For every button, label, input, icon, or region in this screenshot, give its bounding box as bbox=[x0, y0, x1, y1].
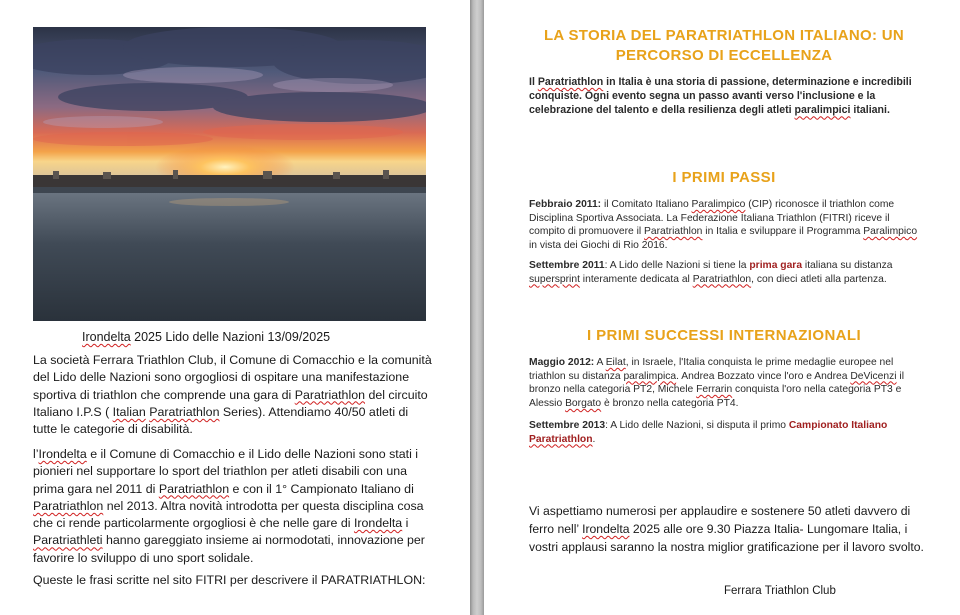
p1-text: Series). Attendiamo 40/50 atleti di tutte le categorie di disabilità. bbox=[33, 404, 409, 437]
p2-text: e il Comune di Comacchio e il Lido delle Nazioni sono stati i pionieri nel supportare lo sport del triathlon per atleti disabili con una prima gara nel 2011 di bbox=[33, 447, 419, 496]
entry-text: (CIP) riconosce il triathlon come Disciplina Sportiva Associata. La Federazione Italiana Triathlon (FITRI) riceve il compito di promuovere il bbox=[529, 199, 895, 238]
entry-sep-2013 bbox=[529, 419, 919, 446]
entry-text: in Italia e sviluppare il Programma bbox=[702, 226, 864, 238]
p1-word: Italian bbox=[112, 404, 146, 419]
entry-highlight: prima gara bbox=[749, 260, 803, 271]
entry-text: A bbox=[594, 357, 606, 368]
entry-word: paralimpica bbox=[623, 370, 677, 382]
closing-paragraph bbox=[529, 503, 924, 556]
intro-text: italiani. bbox=[850, 104, 890, 117]
paragraph-history bbox=[33, 446, 433, 567]
sunset-sea-photo bbox=[33, 27, 426, 321]
entry-text: , in Israele, l'Italia conquista le prime medaglie europee nel triathlon su distanza bbox=[529, 357, 894, 382]
caption-text: 2025 Lido delle Nazioni 13/09/2025 bbox=[130, 330, 331, 344]
entry-word: Paratriathlon bbox=[692, 273, 752, 285]
p2-word: Paratriathlon bbox=[158, 481, 230, 496]
p2-text: i bbox=[402, 516, 409, 531]
story-intro bbox=[529, 75, 914, 118]
p2-word: Irondelta bbox=[353, 516, 403, 531]
entry-word: DeVicenzi bbox=[850, 370, 897, 382]
entry-text: . bbox=[592, 433, 596, 445]
p2-text: nel 2013. Altra novità introdotta per questa disciplina cosa che ci rende particolarmente orgogliosi è che nelle gare di bbox=[33, 498, 424, 531]
p1-word: Paratriathlon bbox=[294, 387, 365, 402]
intro-text: in Italia è una storia di passione, determinazione e incredibili conquiste. Ogni evento segna un passo avanti verso l'inclusione e la celebrazione del talento e della resilienza degli atleti bbox=[529, 76, 912, 117]
p2-text: hanno gareggiato insieme ai normodotati, innovazione per favorire lo sviluppo di uno sport solidale. bbox=[33, 533, 425, 565]
entry-text: conquista l'oro nella categoria PT3 e Alessio bbox=[529, 384, 902, 409]
closing-word: Irondelta bbox=[582, 521, 630, 536]
p2-word: Paratriathleti bbox=[33, 533, 103, 548]
signature: Ferrara Triathlon Club bbox=[724, 585, 836, 597]
entry-text: interamente dedicata al bbox=[579, 273, 693, 285]
entry-text: : A Lido delle Nazioni si tiene la bbox=[604, 260, 750, 271]
heading-primi-successi: I PRIMI SUCCESSI INTERNAZIONALI bbox=[586, 327, 862, 344]
entry-word: Borgato bbox=[565, 397, 602, 409]
entry-text: in vista dei Giochi di Rio 2016. bbox=[529, 239, 668, 251]
p2-word: Paratriathlon bbox=[33, 498, 104, 513]
caption-irondelta: Irondelta bbox=[82, 330, 131, 344]
right-page bbox=[484, 0, 960, 615]
entry-date: Settembre 2011 bbox=[529, 260, 605, 271]
heading-primi-passi: I PRIMI PASSI bbox=[672, 169, 776, 186]
intro-word: Paratriathlon bbox=[537, 76, 604, 88]
entry-text: il Comitato Italiano bbox=[601, 199, 692, 210]
left-page bbox=[0, 0, 470, 615]
entry-highlight: Paratriathlon bbox=[529, 433, 593, 445]
p2-text: e con il 1° Campionato Italiano di bbox=[229, 481, 414, 496]
paragraph-intro bbox=[33, 352, 433, 438]
entry-text: italiana su distanza bbox=[802, 260, 893, 271]
entry-word: Ferrarin bbox=[696, 384, 733, 396]
page-gutter bbox=[470, 0, 484, 615]
paragraph-fitri[interactable]: Queste le frasi scritte nel sito FITRI per descrivere il PARATRIATHLON: bbox=[33, 573, 426, 587]
entry-word: Paratriathlon bbox=[644, 226, 703, 238]
story-title: LA STORIA DEL PARATRIATHLON ITALIANO: UN PERCORSO DI ECCELLENZA bbox=[543, 27, 905, 64]
entry-date: Febbraio 2011: bbox=[529, 199, 602, 210]
p1-word: Paratriathlon bbox=[149, 404, 220, 419]
entry-word: supersprint bbox=[529, 273, 580, 285]
entry-may-2012 bbox=[529, 356, 919, 410]
entry-date: Settembre 2013 bbox=[529, 420, 606, 431]
entry-feb-2011 bbox=[529, 198, 919, 252]
p2-word: Irondelta bbox=[38, 447, 87, 461]
p1-text: del circuito Italiano I.P.S ( bbox=[33, 387, 428, 419]
intro-word: paralimpici bbox=[794, 104, 851, 117]
closing-text: Vi aspettiamo numerosi per applaudire e sostenere 50 atleti davvero di ferro nell’ bbox=[529, 504, 911, 536]
entry-word: Paralimpico bbox=[863, 226, 918, 238]
intro-text: Il bbox=[529, 76, 538, 88]
photo-caption bbox=[82, 330, 330, 344]
entry-word: Eilat bbox=[605, 357, 626, 368]
p1-text: La società Ferrara Triathlon Club, il Comune di Comacchio e la comunità del Lido delle Nazioni sono orgogliosi di ospitare una manifestazione sportiva di triathlon che comprende una gara di bbox=[33, 353, 432, 402]
entry-text: è bronzo nella categoria PT4. bbox=[601, 397, 739, 409]
p2-text: l’ bbox=[33, 447, 39, 461]
entry-text: : A Lido delle Nazioni, si disputa il primo bbox=[605, 420, 789, 431]
closing-text: 2025 alle ore 9.30 Piazza Italia- Lungomare Italia, i vostri applausi saranno la nostra miglior gratificazione per il lavoro svolto. bbox=[529, 521, 924, 554]
entry-text: . Andrea Bozzato vince l'oro e Andrea bbox=[676, 370, 851, 382]
entry-text: il bronzo nella categoria PT2, Michele bbox=[529, 370, 904, 396]
entry-word: Paralimpico bbox=[691, 199, 746, 210]
entry-highlight: Campionato Italiano bbox=[788, 420, 888, 431]
entry-date: Maggio 2012: bbox=[529, 357, 595, 368]
entry-text: , con dieci atleti alla partenza. bbox=[751, 273, 887, 285]
entry-sep-2011 bbox=[529, 259, 919, 286]
